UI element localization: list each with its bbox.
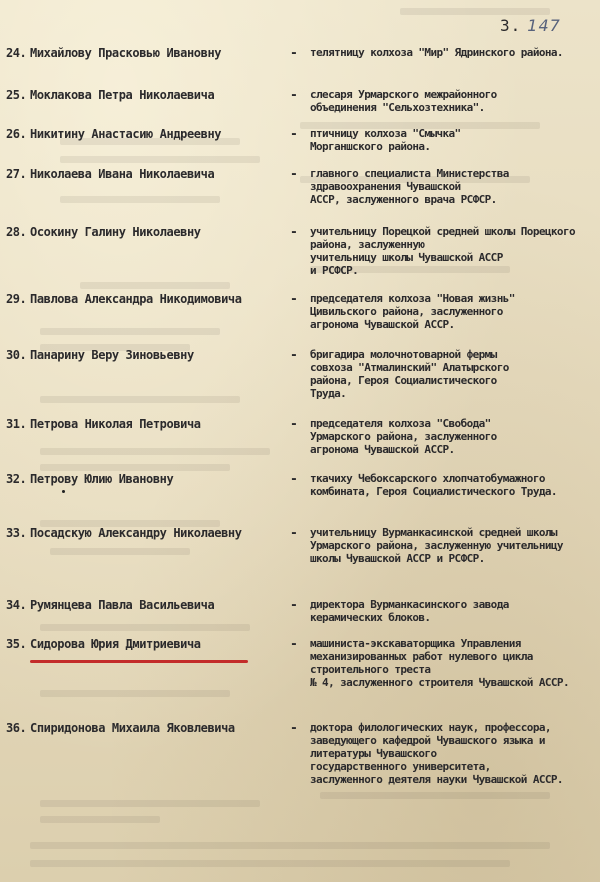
item-description: председателя колхоза "Новая жизнь" Цивильского района, заслуженного агронома Чувашской АССР. (310, 292, 515, 331)
item-number: 24. (6, 46, 27, 60)
item-person-name: Румянцева Павла Васильевича (30, 598, 215, 612)
item-description: ткачиху Чебоксарского хлопчатобумажного комбината, Героя Социалистического Труда. (310, 472, 557, 498)
item-description: главного специалиста Министерства здравоохранения Чувашской АССР, заслуженного врача РСФСР. (310, 167, 509, 206)
item-person-name: Посадскую Александру Николаевну (30, 526, 242, 540)
item-description: телятницу колхоза "Мир" Ядринского района. (310, 46, 563, 59)
item-number: 33. (6, 526, 27, 540)
item-dash: - (290, 292, 298, 307)
item-number: 29. (6, 292, 27, 306)
item-number: 28. (6, 225, 27, 239)
item-description: слесаря Урмарского межрайонного объединения "Сельхозтехника". (310, 88, 497, 114)
item-dash: - (290, 46, 298, 61)
item-number: 36. (6, 721, 27, 735)
item-number: 34. (6, 598, 27, 612)
item-number: 35. (6, 637, 27, 651)
red-underline-mark (30, 660, 248, 663)
item-description: машиниста-экскаваторщика Управления механизированных работ нулевого цикла строительного треста № 4, заслуженного строителя Чувашской АССР. (310, 637, 569, 689)
page-number (500, 16, 561, 35)
item-number: 27. (6, 167, 27, 181)
item-description: доктора филологических наук, профессора, заведующего кафедрой Чувашского языка и литературы Чувашского государственного университета, заслуженного деятеля науки Чувашской АССР. (310, 721, 563, 786)
item-description: бригадира молочнотоварной фермы совхоза "Атмалинский" Алатырского района, Героя Социалистического Труда. (310, 348, 509, 400)
item-person-name: Осокину Галину Николаевну (30, 225, 201, 239)
item-person-name: Михайлову Прасковью Ивановну (30, 46, 222, 60)
item-dash: - (290, 167, 298, 182)
item-description: председателя колхоза "Свобода" Урмарского района, заслуженного агронома Чувашской АССР. (310, 417, 497, 456)
item-dash: - (290, 225, 298, 240)
item-dash: - (290, 348, 298, 363)
item-person-name: Спиридонова Михаила Яковлевича (30, 721, 235, 735)
item-description: учительницу Вурманкасинской средней школы Урмарского района, заслуженную учительницу школы Чувашской АССР и РСФСР. (310, 526, 563, 565)
item-person-name: Панарину Веру Зиновьевну (30, 348, 194, 362)
item-person-name: Петрова Николая Петровича (30, 417, 201, 431)
archive-folio-stamp: 147 (527, 16, 561, 35)
item-dash: - (290, 598, 298, 613)
item-person-name: Сидорова Юрия Дмитриевича (30, 637, 201, 651)
item-description: учительницу Порецкой средней школы Порецкого района, заслуженную учительницу школы Чувашской АССР и РСФСР. (310, 225, 575, 277)
item-number: 31. (6, 417, 27, 431)
item-number: 32. (6, 472, 27, 486)
item-person-name: Никитину Анастасию Андреевну (30, 127, 222, 141)
item-dash: - (290, 88, 298, 103)
item-number: 30. (6, 348, 27, 362)
item-dash: - (290, 472, 298, 487)
item-number: 25. (6, 88, 27, 102)
item-dash: - (290, 127, 298, 142)
ink-dot (62, 490, 65, 493)
item-dash: - (290, 417, 298, 432)
item-person-name: Петрову Юлию Ивановну (30, 472, 174, 486)
item-description: директора Вурманкасинского завода керамических блоков. (310, 598, 509, 624)
item-dash: - (290, 637, 298, 652)
item-dash: - (290, 526, 298, 541)
item-dash: - (290, 721, 298, 736)
item-person-name: Николаева Ивана Николаевича (30, 167, 215, 181)
item-description: птичницу колхоза "Смычка" Морганшского района. (310, 127, 461, 153)
item-person-name: Павлова Александра Никодимовича (30, 292, 242, 306)
page-number-text: 3. (500, 16, 522, 35)
item-number: 26. (6, 127, 27, 141)
item-person-name: Моклакова Петра Николаевича (30, 88, 215, 102)
